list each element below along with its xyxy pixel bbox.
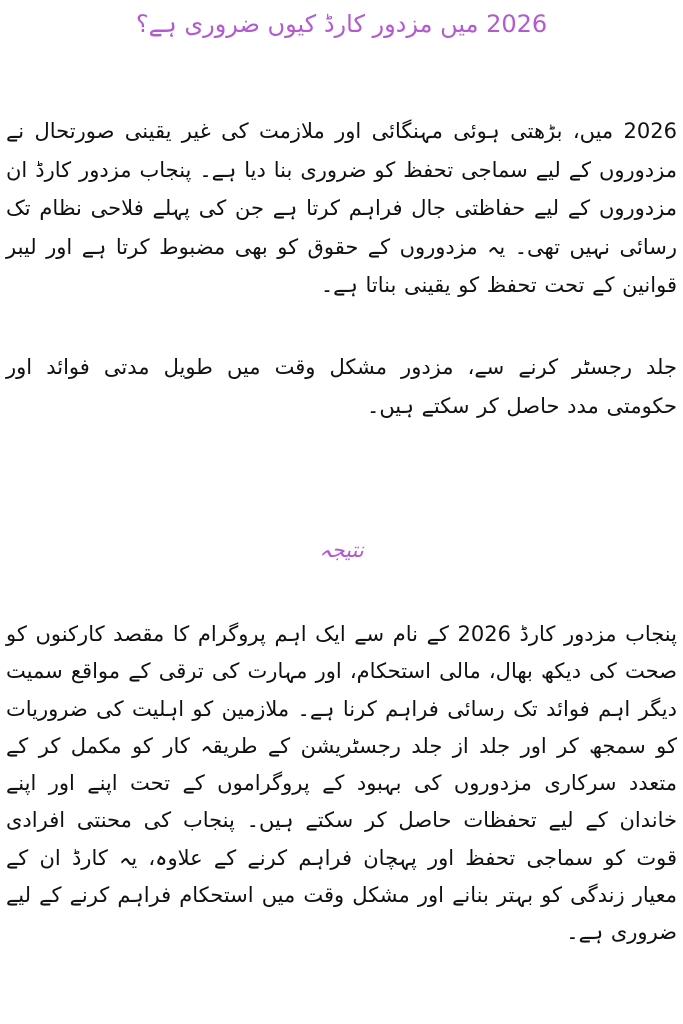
paragraph-conclusion: پنجاب مزدور کارڈ 2026 کے نام سے ایک اہم پروگرام کا مقصد کارکنوں کو صحت کی دیکھ بھال، مالی استحکام، اور مہارت کی ترقی کے مواقع سمیت دیگر اہم فوائد تک رسائی فراہم کرنا ہے۔ ملازمین کو اہلیت کی ضروریات کو سمجھ کر اور جلد از جلد رجسٹریشن کے طریقہ کار کو مکمل کر کے متعدد سرکاری مزدوروں کی بہبود کے پروگراموں کے تحت اپنے اور اپنے خاندان کے لیے تحفظات حاصل کر سکتے ہیں۔ پنجاب کی محنتی افرادی قوت کو سماجی تحفظ اور پہچان فراہم کرنے کے علاوہ، یہ کارڈ ان کے معیار زندگی کو بہتر بنانے اور مشکل وقت میں استحکام فراہم کرنے کے لیے ضروری ہے۔ — [6, 622, 677, 945]
section-heading: 2026 میں مزدور کارڈ کیوں ضروری ہے؟ — [135, 10, 548, 38]
paragraph-importance: 2026 میں، بڑھتی ہوئی مہنگائی اور ملازمت کی غیر یقینی صورتحال نے مزدوروں کے لیے سماجی تحفظ کو ضروری بنا دیا ہے۔ پنجاب مزدور کارڈ ان مزدوروں کے لیے حفاظتی جال فراہم کرتا ہے جن کی پہلے فلاحی نظام تک رسائی نہیں تھی۔ یہ مزدوروں کے حقوق کو بھی مضبوط کرتا ہے اور لیبر قوانین کے تحت تحفظ کو یقینی بناتا ہے۔ — [6, 119, 677, 297]
conclusion-heading: نتیجہ — [319, 538, 364, 562]
paragraph-early-registration: جلد رجسٹر کرنے سے، مزدور مشکل وقت میں طویل مدتی فوائد اور حکومتی مدد حاصل کر سکتے ہیں۔ — [6, 355, 677, 418]
